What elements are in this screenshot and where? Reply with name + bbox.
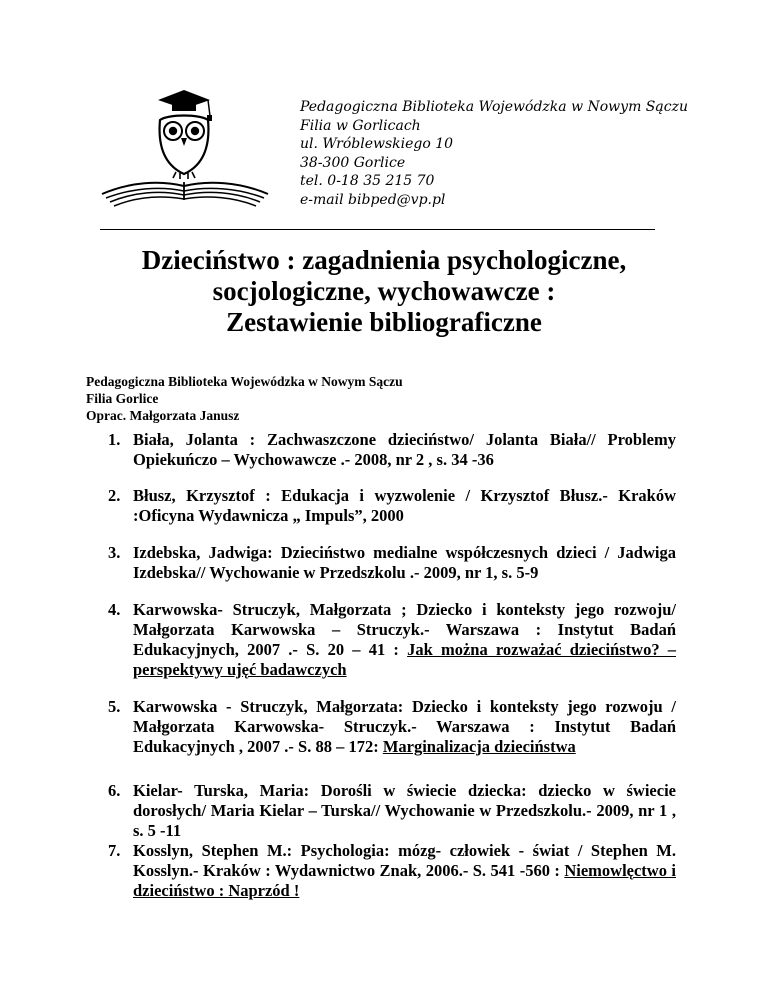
postal-city: 38-300 Gorlice xyxy=(300,154,406,171)
owl-on-book-logo xyxy=(100,82,290,212)
entry-text: Kielar- Turska, Maria: Dorośli w świecie dziecka: dziecko w świecie dorosłych/ Maria Kielar – Turska// Wychowanie w Przedszkolu.- 2009, nr 1 , s. 5 -11 xyxy=(133,781,676,840)
entry-text: Błusz, Krzysztof : Edukacja i wyzwolenie / Krzysztof Błusz.- Kraków :Oficyna Wydawnicza „ Impuls”, 2000 xyxy=(133,486,676,525)
bibliography-entry xyxy=(108,543,676,583)
bibliography-entry xyxy=(108,841,676,901)
street-address: ul. Wróblewskiego 10 xyxy=(300,136,454,152)
chapter-title: Marginalizacja dzieciństwa xyxy=(382,737,576,756)
title-line-2: socjologiczne, wychowawcze : xyxy=(212,276,556,306)
entry-number: 6. xyxy=(108,781,121,800)
entry-text: Karwowska- Struczyk, Małgorzata ; Dziecko i konteksty jego rozwoju/ Małgorzata Karwowska – Struczyk.- Warszawa : Instytut Badań Edukacyjnych, 2007 .- S. 20 – 41 : xyxy=(133,600,676,659)
compiler-author: Oprac. Małgorzata Janusz xyxy=(86,408,240,423)
bibliography-list xyxy=(108,430,676,901)
compiler-info xyxy=(86,373,403,424)
entry-number: 4. xyxy=(108,600,121,619)
entry-number: 3. xyxy=(108,543,121,562)
bibliography-entry xyxy=(108,430,676,470)
entry-text: Izdebska, Jadwiga: Dzieciństwo medialne współczesnych dzieci / Jadwiga Izdebska// Wychowanie w Przedszkolu .- 2009, nr 1, s. 5-9 xyxy=(133,543,676,582)
entry-text: Biała, Jolanta : Zachwaszczone dzieciństwo/ Jolanta Biała// Problemy Opiekuńczo – Wychowawcze .- 2008, nr 2 , s. 34 -36 xyxy=(133,430,676,469)
document-title xyxy=(100,245,668,338)
compiler-branch: Filia Gorlice xyxy=(86,391,159,406)
title-line-3: Zestawienie bibliograficzne xyxy=(226,307,542,337)
title-line-1: Dzieciństwo : zagadnienia psychologiczne, xyxy=(141,245,627,275)
library-name: Pedagogiczna Biblioteka Wojewódzka w Nowym Sączu xyxy=(300,99,688,115)
bibliography-entry xyxy=(108,697,676,757)
chapter-title: Jak można rozważać dzieciństwo? – perspektywy ujęć badawczych xyxy=(133,640,677,679)
library-address xyxy=(300,98,688,209)
entry-number: 5. xyxy=(108,697,121,716)
entry-text: Kosslyn, Stephen M.: Psychologia: mózg- człowiek - świat / Stephen M. Kosslyn.- Kraków : Wydawnictwo Znak, 2006.- S. 541 -560 : xyxy=(133,841,676,880)
bibliography-entry xyxy=(108,781,676,841)
email-address: e-mail bibped@vp.pl xyxy=(300,191,446,208)
entry-number: 2. xyxy=(108,486,121,505)
phone-number: tel. 0-18 35 215 70 xyxy=(300,173,435,189)
entry-text: Karwowska - Struczyk, Małgorzata: Dziecko i konteksty jego rozwoju / Małgorzata Karwowska- Struczyk.- Warszawa : Instytut Badań Edukacyjnych , 2007 .- S. 88 – 172: xyxy=(133,697,676,756)
bibliography-entry xyxy=(108,600,676,680)
header-divider xyxy=(100,229,655,230)
entry-number: 1. xyxy=(108,430,121,449)
branch-name: Filia w Gorlicach xyxy=(300,117,421,134)
compiler-library: Pedagogiczna Biblioteka Wojewódzka w Nowym Sączu xyxy=(86,374,403,389)
chapter-title: Niemowlęctwo i dzieciństwo : Naprzód ! xyxy=(133,861,676,900)
bibliography-entry xyxy=(108,486,676,526)
entry-number: 7. xyxy=(108,841,121,860)
